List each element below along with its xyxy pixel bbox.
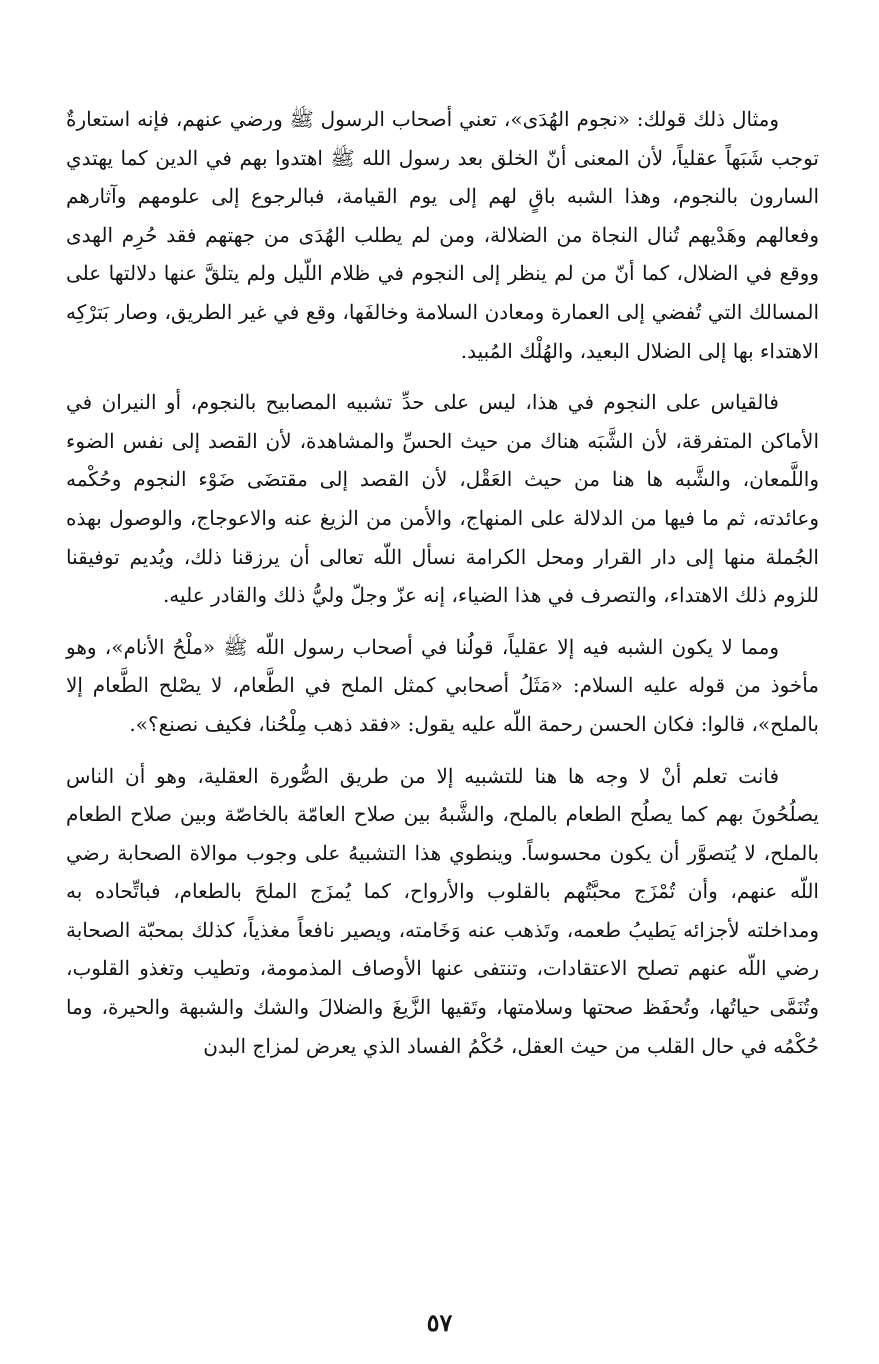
page-number: ٥٧ xyxy=(426,1308,453,1337)
paragraph-2: فالقياس على النجوم في هذا، ليس على حدِّ تشبيه المصابيح بالنجوم، أو النيران في الأماكن المتفرقة، لأن الشَّبَه هناك من حيث الحسِّ والمشاهدة، لأن القصد إلى نفس الضوء واللَّمعان، والشَّبه ها هنا من حيث العَقْل، لأن القصد إلى مقتضَى ضَوْء النجوم وحُكْمه وعائدته، ثم ما فيها من الدلالة على المنهاج، والأمن من الزيغ عنه والاعوجاج، والوصول بهذه الجُملة منها إلى دار القرار ومحل الكرامة نسأل اللّه تعالى أن يرزقنا ذلك، ويُديم توفيقنا للزوم ذلك الاهتداء، والتصرف في هذا الضياء، إنه عزّ وجلّ وليُّ ذلك والقادر عليه. xyxy=(66,390,819,608)
paragraph-4: فانت تعلم أنْ لا وجه ها هنا للتشبيه إلا من طريق الصُّورة العقلية، وهو أن الناس يصلُحُونَ بهم كما يصلُح الطعام بالملح، والشَّبهُ بين صلاح العامّة بالخاصّة وبين صلاح الطعام بالملح، لا يُتصوَّر أن يكون محسوساً. وينطوي هذا التشبيهُ على وجوب موالاة الصحابة رضي اللّه عنهم، وأن تُمْزَج محبَّتُهم بالقلوب والأرواح، كما يُمزَج الملحَ بالطعام، فباتِّحاده به ومداخلته لأجزائه يَطيبُ طعمه، وتَذهب عنه وَخَامته، ويصير نافعاً مغذياً، كذلك بمحبّة الصحابة رضي اللّه عنهم تصلح الاعتقادات، وتنتفى عنها الأوصاف المذمومة، وتطيب وتغذو القلوب، وتُنَمَّى حياتُها، وتُحفَظ صحتها وسلامتها، وتَقيها الزَّيغَ والضلالَ والشك والشبهة والحيرة، وما حُكْمُه في حال القلب من حيث العقل، حُكْمُ الفساد الذي يعرض لمزاج البدن xyxy=(66,763,819,1058)
body-text xyxy=(66,100,819,1065)
paragraph-1: ومثال ذلك قولك: «نجوم الهُدَى»، تعني أصحاب الرسول ﷺ ورضي عنهم، فإنه استعارةٌ توجب شَبَهاً عقلياً، لأن المعنى أنّ الخلق بعد رسول الله ﷺ اهتدوا بهم في الدين كما يهتدي السارون بالنجوم، وهذا الشبه باقٍ لهم إلى يوم القيامة، فبالرجوع إلى علومهم وآثارهم وفعالهم وهَدْيهم تُنال النجاة من الضلالة، ومن لم يطلب الهُدَى من جهتهم فقد حُرِم الهدى ووقع في الضلال، كما أنّ من لم ينظر إلى النجوم في ظلام اللّيل ولم يتلقَّ عنها دلالتها على المسالك التي تُفضي إلى العمارة ومعادن السلامة وخالفَها، وقع في غير الطريق، وصار بَترْكِه الاهتداء بها إلى الضلال البعيد، والهُلْك المُبيد. xyxy=(66,107,819,363)
paragraph-3: ومما لا يكون الشبه فيه إلا عقلياً، قولُنا في أصحاب رسول اللّه ﷺ «ملْحُ الأنام»، وهو مأخوذ من قوله عليه السلام: «مَثَلُ أصحابي كمثل الملح في الطَّعام، لا يصْلح الطَّعام إلا بالملح»، قالوا: فكان الحسن رحمة اللّه عليه يقول: «فقد ذهب مِلْحُنا، فكيف نصنع؟». xyxy=(66,634,819,736)
